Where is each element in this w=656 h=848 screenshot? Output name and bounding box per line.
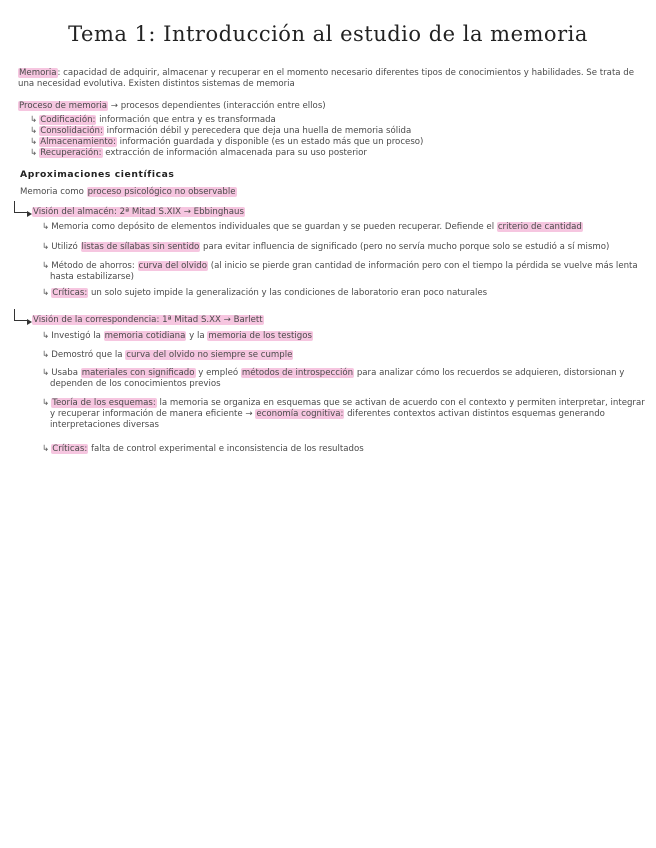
storage-p3-text-a: Método de ahorros: <box>51 261 138 271</box>
approaches-heading: Aproximaciones científicas <box>20 169 175 180</box>
correspondence-point-4-cont-2: interpretaciones diversas <box>50 420 160 430</box>
corr-criticas-highlight: Críticas: <box>52 444 88 454</box>
intro-line-1 <box>18 68 634 79</box>
intro-text-1: : capacidad de adquirir, almacenar y recuperar en el momento necesario diferentes tipos de conocimientos y habilidades. Se trata de <box>57 68 635 78</box>
storage-p2-highlight: listas de sílabas sin sentido <box>81 242 200 252</box>
sub-arrow-icon: ↳ <box>42 368 50 378</box>
sub-arrow-icon: ↳ <box>42 331 50 341</box>
corr-p5-text: falta de control experimental e inconsistencia de los resultados <box>88 444 364 454</box>
storage-heading-text: Visión del almacén: 2ª Mitad S.XIX → Ebbinghaus <box>33 207 244 217</box>
approaches-intro-highlight: proceso psicológico no observable <box>87 187 236 197</box>
sub-arrow-icon: ↳ <box>42 222 50 232</box>
correspondence-point-4 <box>42 398 645 409</box>
page-title: Tema 1: Introducción al estudio de la memoria <box>68 22 588 46</box>
approaches-intro <box>20 187 237 198</box>
corr-p3-text-c: para analizar cómo los recuerdos se adquieren, distorsionan y <box>354 368 625 378</box>
process-item-text: información guardada y disponible (es un estado más que un proceso) <box>116 137 424 147</box>
storage-point-1 <box>42 222 583 233</box>
correspondence-heading <box>32 315 264 326</box>
sub-arrow-icon: ↳ <box>42 398 50 408</box>
corr-p2-text-a: Demostró que la <box>51 350 126 360</box>
correspondence-point-3-cont: dependen de los conocimientos previos <box>50 379 221 389</box>
process-heading <box>18 101 326 112</box>
sub-arrow-icon: ↳ <box>42 350 50 360</box>
process-item <box>30 126 411 137</box>
corr-p4-text-a: la memoria se organiza en esquemas que se activan de acuerdo con el contexto y permiten interpretar, integrar <box>156 398 645 408</box>
process-item-text: información que entra y es transformada <box>96 115 276 125</box>
process-item <box>30 137 423 148</box>
sub-arrow-icon: ↳ <box>30 115 38 125</box>
storage-criticas-highlight: Críticas: <box>52 288 88 298</box>
storage-point-2 <box>42 242 609 253</box>
section-arrow-icon <box>14 201 27 213</box>
sub-arrow-icon: ↳ <box>42 444 50 454</box>
correspondence-heading-text: Visión de la correspondencia: 1ª Mitad S.XX → Barlett <box>33 315 263 325</box>
section-arrow-icon <box>14 309 27 321</box>
storage-p1-text: Memoria como depósito de elementos individuales que se guardan y se pueden recuperar. Defiende el <box>51 222 497 232</box>
sub-arrow-icon: ↳ <box>30 148 38 158</box>
term-proceso: Proceso de memoria <box>19 101 108 111</box>
corr-p1-highlight-1: memoria cotidiana <box>104 331 186 341</box>
term-memoria: Memoria <box>19 68 57 78</box>
corr-p1-text-a: Investigó la <box>51 331 104 341</box>
storage-point-3-cont: hasta estabilizarse) <box>50 272 135 282</box>
corr-p1-text-b: y la <box>186 331 208 341</box>
process-item <box>30 148 367 159</box>
process-rest: → procesos dependientes (interacción entre ellos) <box>110 101 326 111</box>
corr-p4-highlight-1: Teoría de los esquemas: <box>52 398 156 408</box>
corr-p1-highlight-2: memoria de los testigos <box>208 331 312 341</box>
storage-heading <box>32 207 245 218</box>
sub-arrow-icon: ↳ <box>30 126 38 136</box>
storage-p2-text-b: para evitar influencia de significado (pero no servía mucho porque solo se estudió a sí mismo) <box>200 242 610 252</box>
process-item <box>30 115 276 126</box>
process-item-text: extracción de información almacenada para su uso posterior <box>102 148 367 158</box>
intro-line-2: una necesidad evolutiva. Existen distintos sistemas de memoria <box>18 79 295 89</box>
corr-p3-highlight-2: métodos de introspección <box>241 368 354 378</box>
correspondence-point-3 <box>42 368 624 379</box>
process-item-term: Almacenamiento: <box>40 137 116 147</box>
sub-arrow-icon: ↳ <box>42 242 50 252</box>
corr-p3-highlight-1: materiales con significado <box>81 368 195 378</box>
correspondence-point-2 <box>42 350 293 361</box>
sub-arrow-icon: ↳ <box>30 137 38 147</box>
storage-p3-text-b: (al inicio se pierde gran cantidad de información pero con el tiempo la pérdida se vuelve más lenta <box>208 261 638 271</box>
storage-p3-highlight: curva del olvido <box>138 261 207 271</box>
correspondence-point-4-cont <box>50 409 605 420</box>
sub-arrow-icon: ↳ <box>42 288 50 298</box>
corr-p4-text-c: diferentes contextos activan distintos esquemas generando <box>344 409 605 419</box>
storage-p4-text: un solo sujeto impide la generalización y las condiciones de laboratorio eran poco naturales <box>88 288 488 298</box>
corr-p4-text-b: y recuperar información de manera eficiente → <box>50 409 256 419</box>
corr-p4-highlight-2: economía cognitiva: <box>256 409 344 419</box>
corr-p3-text-a: Usaba <box>51 368 81 378</box>
corr-p2-highlight: curva del olvido no siempre se cumple <box>126 350 293 360</box>
storage-point-4 <box>42 288 487 299</box>
correspondence-point-1 <box>42 331 313 342</box>
storage-p1-highlight: criterio de cantidad <box>497 222 582 232</box>
storage-p2-text-a: Utilizó <box>51 242 81 252</box>
correspondence-point-5 <box>42 444 364 455</box>
process-item-term: Consolidación: <box>40 126 103 136</box>
storage-point-3 <box>42 261 638 272</box>
process-item-text: información débil y perecedera que deja una huella de memoria sólida <box>103 126 412 136</box>
process-item-term: Codificación: <box>40 115 96 125</box>
corr-p3-text-b: y empleó <box>195 368 241 378</box>
sub-arrow-icon: ↳ <box>42 261 50 271</box>
process-item-term: Recuperación: <box>40 148 102 158</box>
approaches-intro-text: Memoria como <box>20 187 87 197</box>
